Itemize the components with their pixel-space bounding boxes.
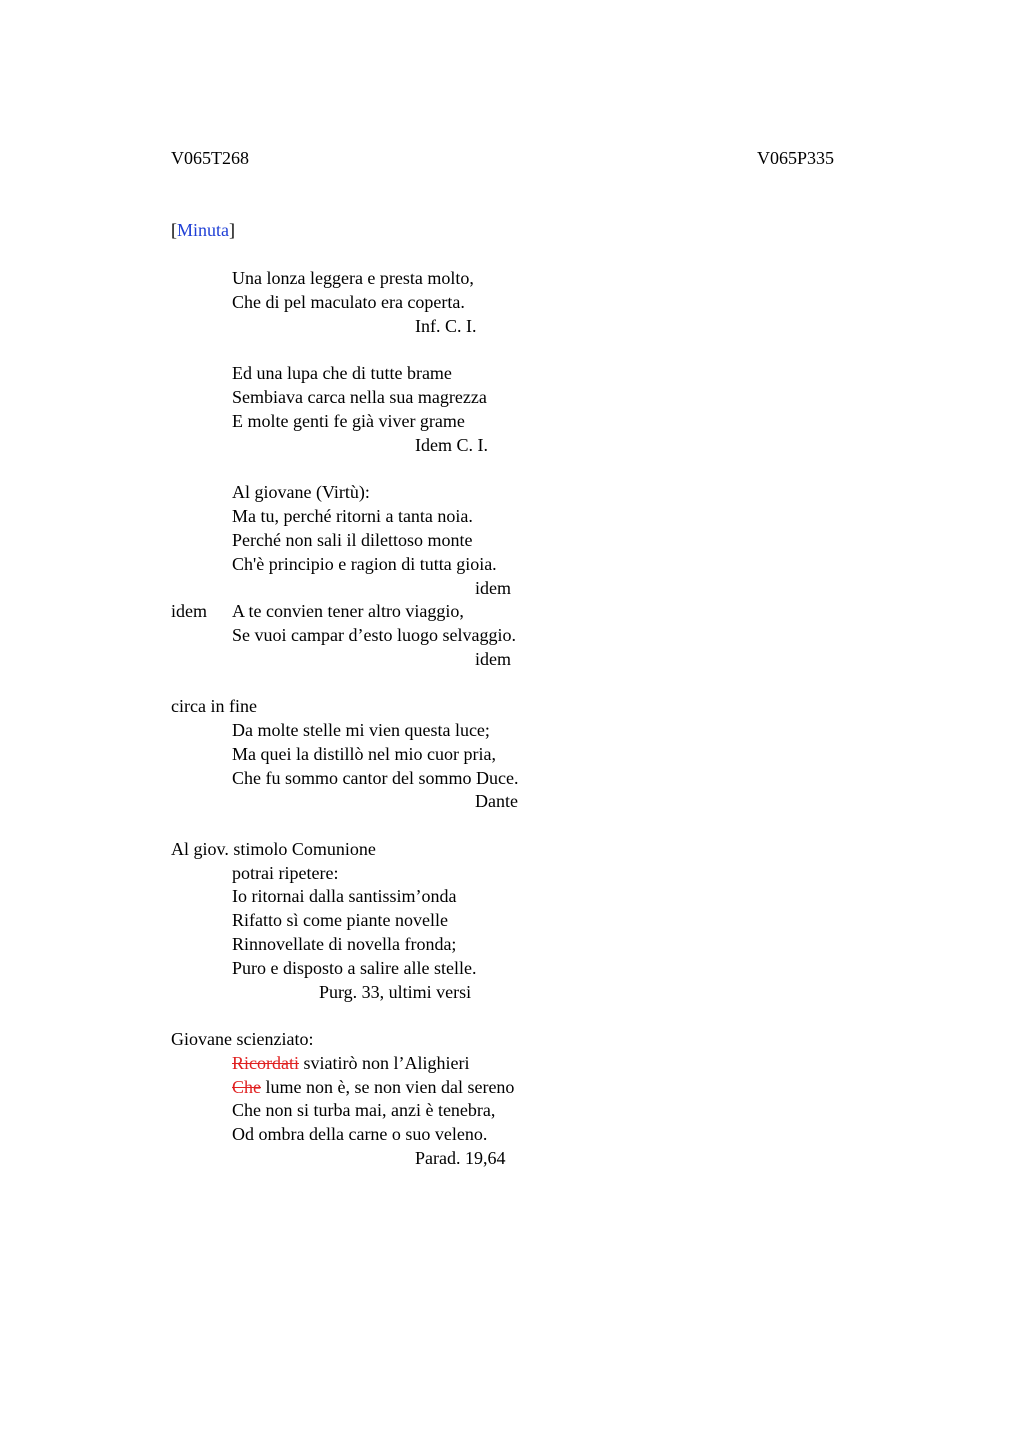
minuta-label — [171, 218, 235, 242]
citation: Parad. 19,64 — [415, 1148, 506, 1168]
citation: Dante — [475, 791, 518, 811]
section-heading: Al giov. stimolo Comunione — [171, 839, 376, 859]
verse-line: Una lonza leggera e presta molto, — [232, 268, 474, 288]
struck-word: Che — [232, 1077, 261, 1097]
verse-line: Perché non sali il dilettoso monte — [232, 530, 473, 550]
verse-line — [232, 1075, 514, 1099]
verse-line: Che fu sommo cantor del sommo Duce. — [232, 768, 519, 788]
verse-line: Ma quei la distillò nel mio cuor pria, — [232, 744, 496, 764]
verse-line: A te convien tener altro viaggio, — [232, 601, 464, 621]
document-code-right: V065P335 — [757, 148, 835, 168]
citation: Idem C. I. — [415, 435, 488, 455]
verse-line: Ed una lupa che di tutte brame — [232, 363, 452, 383]
verse-line: Rinnovellate di novella fronda; — [232, 934, 457, 954]
verse-text: lume non è, se non vien dal sereno — [261, 1077, 515, 1097]
citation: Purg. 33, ultimi versi — [319, 982, 472, 1002]
minuta-close-bracket: ] — [229, 220, 235, 240]
verse-line: Al giovane (Virtù): — [232, 482, 370, 502]
verse-text: sviatirò non l’Alighieri — [298, 1053, 470, 1073]
minuta-text: Minuta — [177, 220, 229, 240]
citation: Inf. C. I. — [415, 316, 477, 336]
verse-line: Ch'è principio e ragion di tutta gioia. — [232, 554, 497, 574]
verse-line: Che di pel maculato era coperta. — [232, 292, 465, 312]
verse-line: Da molte stelle mi vien questa luce; — [232, 720, 490, 740]
verse-line: Io ritornai dalla santissim’onda — [232, 886, 457, 906]
section-heading: Giovane scienziato: — [171, 1029, 314, 1049]
verse-line: Sembiava carca nella sua magrezza — [232, 387, 487, 407]
minuta-open-bracket: [ — [171, 220, 177, 240]
verse-line: Ma tu, perché ritorni a tanta noia. — [232, 506, 473, 526]
verse-line: Puro e disposto a salire alle stelle. — [232, 958, 477, 978]
verse-line: Od ombra della carne o suo veleno. — [232, 1124, 488, 1144]
verse-line: Rifatto sì come piante novelle — [232, 910, 448, 930]
verse-line: Se vuoi campar d’esto luogo selvaggio. — [232, 625, 516, 645]
struck-word: Ricordati — [232, 1053, 299, 1073]
citation: idem — [475, 649, 511, 669]
verse-line: E molte genti fe già viver grame — [232, 411, 465, 431]
margin-note: idem — [171, 601, 207, 621]
verse-line — [232, 1051, 469, 1075]
citation: idem — [475, 578, 511, 598]
section-heading: circa in fine — [171, 696, 257, 716]
document-code-left: V065T268 — [171, 148, 249, 168]
verse-line: Che non si turba mai, anzi è tenebra, — [232, 1100, 496, 1120]
verse-line: potrai ripetere: — [232, 863, 339, 883]
